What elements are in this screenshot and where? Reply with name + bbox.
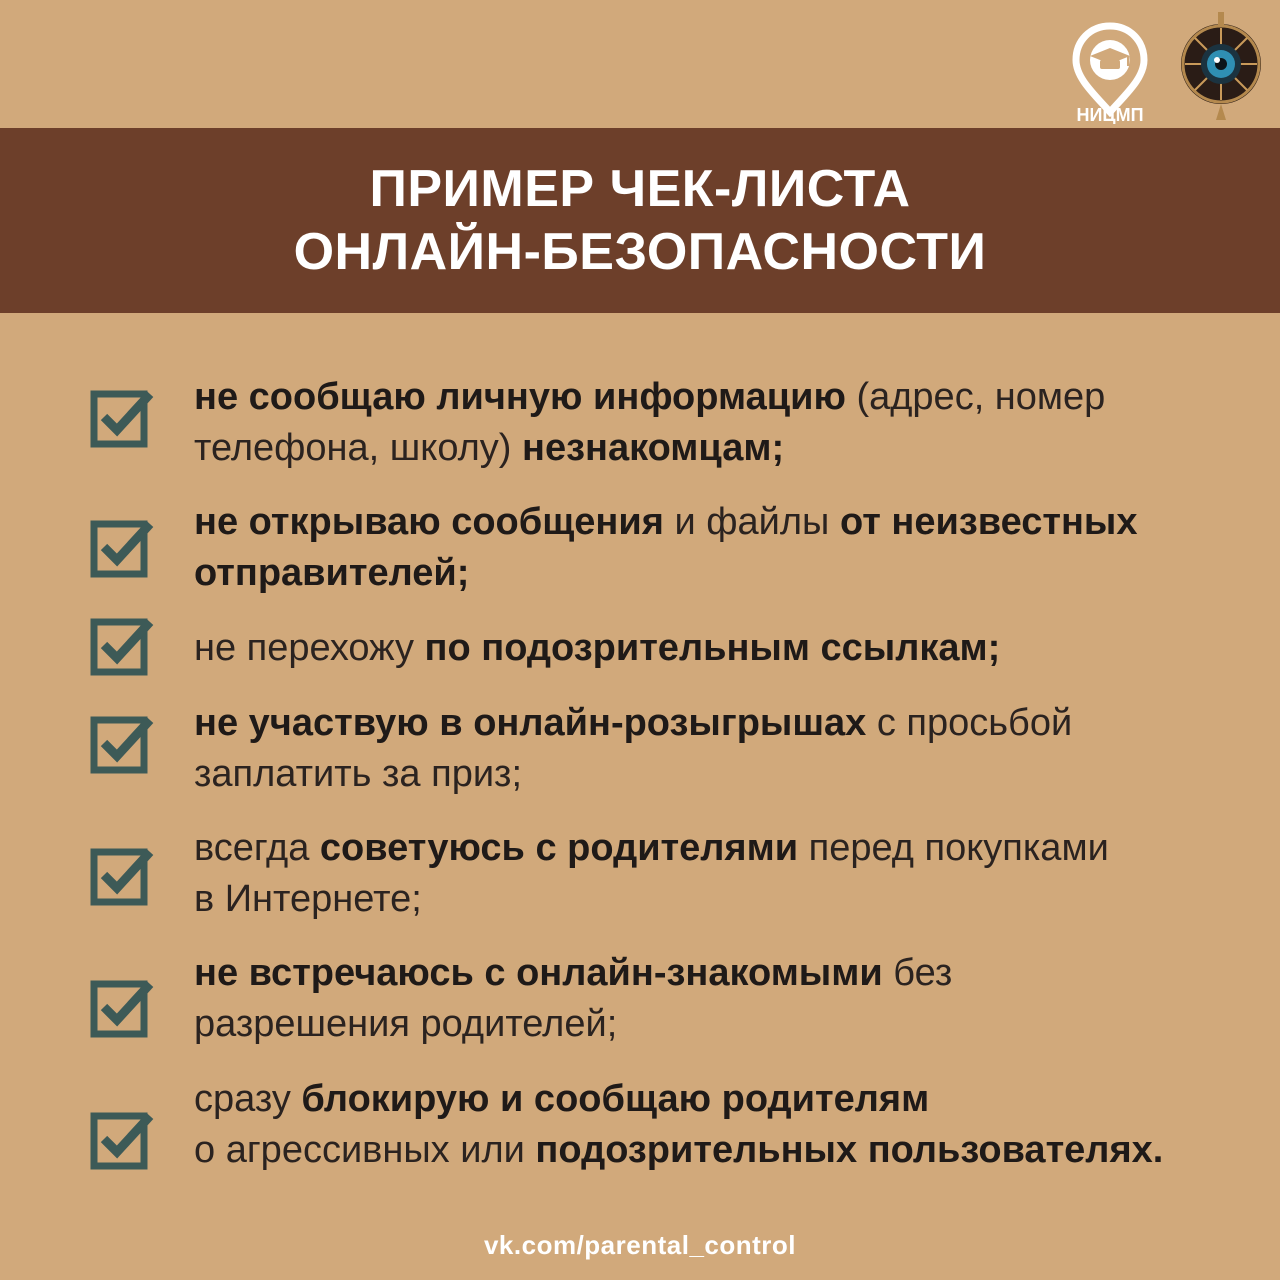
checklist-emphasis: не сообщаю личную информацию <box>194 376 846 418</box>
checklist-emphasis: не встречаюсь с онлайн-знакомыми <box>194 952 883 994</box>
checklist-line <box>194 623 1264 674</box>
checklist-plain: и файлы <box>663 501 840 543</box>
checklist-plain: не перехожу <box>194 627 425 669</box>
checklist-text <box>194 1074 1264 1176</box>
checklist-text <box>194 623 1264 674</box>
checklist-plain: без <box>882 952 953 994</box>
checklist-text <box>194 372 1264 474</box>
title-banner <box>0 128 1280 313</box>
checklist-line <box>194 548 1264 599</box>
checklist-plain: всегда <box>194 827 320 869</box>
page-title-line-1: ПРИМЕР ЧЕК-ЛИСТА <box>369 159 911 218</box>
checkbox-checked-icon <box>90 614 154 678</box>
checklist-line <box>194 823 1264 874</box>
nicmp-logo-label: НИЦМП <box>1076 105 1144 124</box>
checklist-emphasis: советуюсь с родителями <box>319 827 799 869</box>
checklist-plain: с просьбой <box>866 702 1073 744</box>
checklist-line <box>194 497 1264 548</box>
checklist-plain: заплатить за приз; <box>194 753 523 795</box>
checklist-emphasis: отправителей; <box>194 552 470 594</box>
checklist-emphasis: незнакомцам; <box>522 427 785 469</box>
checklist-plain: сразу <box>194 1078 302 1120</box>
checklist-line <box>194 423 1264 474</box>
checklist-plain: (адрес, номер <box>845 376 1106 418</box>
checkbox-checked-icon <box>90 976 154 1040</box>
checklist-line <box>194 874 1264 925</box>
checklist-text <box>194 823 1264 925</box>
checklist-emphasis: блокирую и сообщаю родителям <box>301 1078 930 1120</box>
checklist-emphasis: подозрительных пользователях. <box>535 1129 1164 1171</box>
footer-url[interactable]: vk.com/parental_control <box>483 1230 797 1260</box>
checkbox-checked-icon <box>90 1108 154 1172</box>
checklist-text <box>194 497 1264 599</box>
checklist-text <box>194 948 1264 1050</box>
checklist-plain: перед покупками <box>798 827 1109 869</box>
checklist-line <box>194 1074 1264 1125</box>
checklist-emphasis: по подозрительным ссылкам; <box>424 627 1001 669</box>
eye-emblem-icon <box>1178 12 1264 124</box>
checklist-plain: в Интернете; <box>194 878 422 920</box>
checklist-emphasis: не открываю сообщения <box>194 501 664 543</box>
checkbox-checked-icon <box>90 386 154 450</box>
checklist-emphasis: не участвую в онлайн-розыгрышах <box>194 702 867 744</box>
nicmp-logo-icon <box>1060 20 1160 124</box>
checklist-line <box>194 1125 1264 1176</box>
checkbox-checked-icon <box>90 712 154 776</box>
checklist-line <box>194 749 1264 800</box>
checkbox-checked-icon <box>90 516 154 580</box>
checklist-line <box>194 372 1264 423</box>
logos <box>1060 12 1260 124</box>
checklist-plain: телефона, школу) <box>194 427 523 469</box>
checklist-line <box>194 698 1264 749</box>
checklist-line <box>194 948 1264 999</box>
checklist-line <box>194 999 1264 1050</box>
page-title-line-2: ОНЛАЙН-БЕЗОПАСНОСТИ <box>293 222 987 281</box>
checklist-plain: о агрессивных или <box>194 1129 536 1171</box>
checkbox-checked-icon <box>90 844 154 908</box>
checklist-plain: разрешения родителей; <box>194 1003 618 1045</box>
checklist-emphasis: от неизвестных <box>839 501 1138 543</box>
checklist-text <box>194 698 1264 800</box>
